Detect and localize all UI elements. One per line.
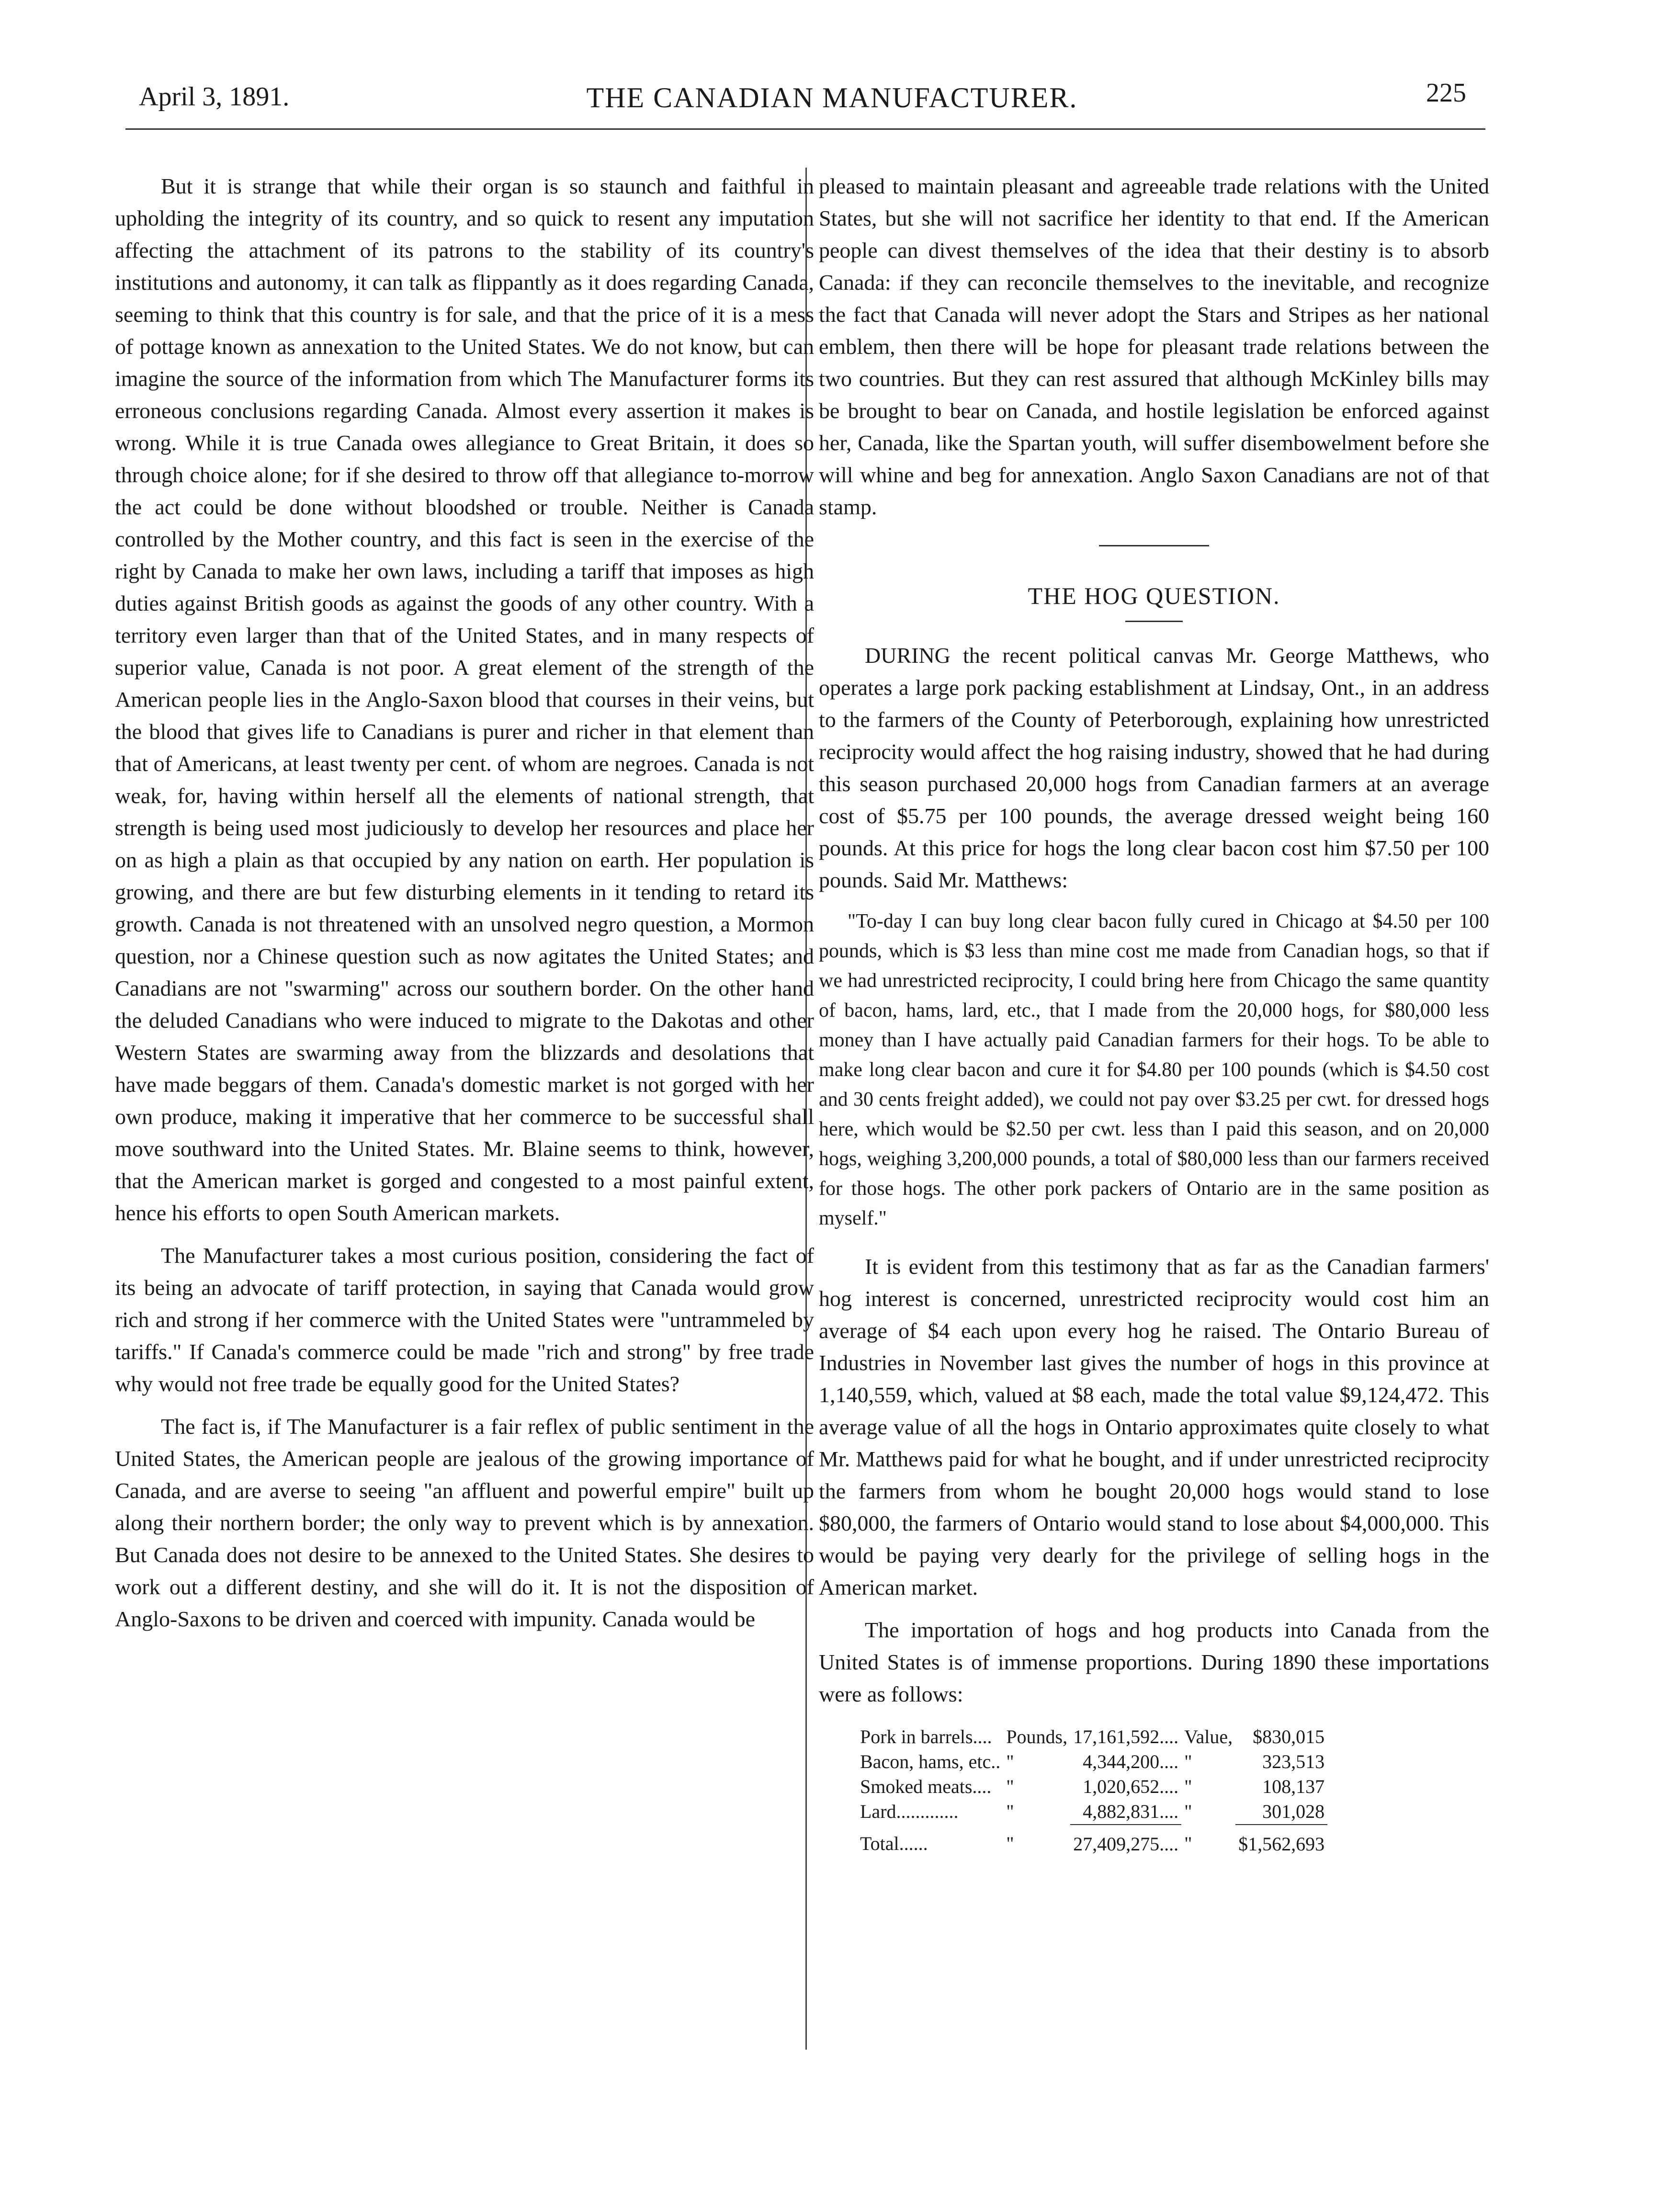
paragraph: DURING the recent political canvas Mr. George Matthews, who operates a large pork packing establishment at Lindsay, Ont., in an address to the farmers of the County of Peterborough, explaining how unrestricted reciprocity would affect the hog raising industry, showed that he had during this season purchased 20,000 hogs from Canadian farmers at an average cost of $5.75 per 100 pounds, the average dressed weight being 160 pounds. At this price for hogs the long clear bacon cost him $7.50 per 100 pounds. Said Mr. Matthews: [819, 643, 1489, 892]
table-row [857, 1799, 1327, 1825]
pounds-cell: 1,020,652.... [1083, 1776, 1179, 1797]
unit-cell: Pounds, [1006, 1726, 1068, 1747]
masthead [0, 78, 1664, 129]
right-column [819, 170, 1489, 1857]
imports-table [857, 1724, 1327, 1857]
article-heading: THE HOG QUESTION. [1028, 582, 1280, 609]
value-label-cell: " [1184, 1801, 1192, 1822]
quotation: "To-day I can buy long clear bacon fully cured in Chicago at $4.50 per 100 pounds, which is $3 less than mine cost me made from Canadian hogs, so that if we had unrestricted reciprocity, I could bring here from Chicago the same quantity of bacon, hams, lard, etc., that I made from the 20,000 hogs, for $80,000 less money than I have actually paid Canadian farmers for their hogs. To be able to make long clear bacon and cure it for $4.80 per 100 pounds (which is $4.50 cost and 30 cents freight added), we could not pay over $3.25 per cwt. for dressed hogs here, which would be $2.50 per cwt. less than I paid this season, and on 20,000 hogs, weighing 3,200,000 pounds, a total of $80,000 less than our farmers received for those hogs. The other pork packers of Ontario are in the same position as myself." [819, 910, 1489, 1229]
table-row [857, 1724, 1327, 1749]
paragraph: The fact is, if The Manufacturer is a fair reflex of public sentiment in the United States, the American people are jealous of the growing importance of Canada, and are averse to seeing "an affluent and powerful empire" built up along their northern border; the only way to prevent which is by annexation. But Canada does not desire to be annexed to the United States. She desires to work out a different destiny, and she will do it. It is not the disposition of Anglo-Saxons to be driven and coerced with impunity. Canada would be [115, 1414, 814, 1631]
item-cell: Lard............. [860, 1801, 959, 1822]
header-rule [125, 128, 1485, 130]
unit-cell: " [1006, 1751, 1014, 1772]
total-pounds-cell: 27,409,275.... [1070, 1825, 1181, 1857]
value-cell: 301,028 [1262, 1801, 1325, 1822]
left-column [115, 170, 814, 1645]
total-label-cell: Total...... [860, 1833, 928, 1854]
item-cell: Bacon, hams, etc.. [860, 1751, 1001, 1772]
value-label-cell: " [1184, 1751, 1192, 1772]
heading-rule [1125, 621, 1183, 622]
item-cell: Pork in barrels.... [860, 1726, 992, 1747]
table-total-row [857, 1825, 1327, 1857]
table-row [857, 1749, 1327, 1774]
value-cell: 108,137 [1262, 1776, 1325, 1797]
paragraph: The Manufacturer takes a most curious position, considering the fact of its being an advocate of tariff protection, in saying that Canada would grow rich and strong if her commerce with the United States were "untrammeled by tariffs." If Canada's commerce could be made "rich and strong" by free trade why would not free trade be equally good for the United States? [115, 1243, 814, 1396]
paragraph: It is evident from this testimony that as far as the Canadian farmers' hog interest is concerned, unrestricted reciprocity would cost him an average of $4 each upon every hog he raised. The Ontario Bureau of Industries in November last gives the number of hogs in this province at 1,140,559, which, valued at $8 each, made the total value $9,124,472. This average value of all the hogs in Ontario approximates quite closely to what Mr. Matthews paid for what he bought, and if under unrestricted reciprocity the farmers from whom he bought 20,000 hogs would stand to lose $80,000, the farmers of Ontario would stand to lose about $4,000,000. This would be paying very dearly for the privilege of selling hogs in the American market. [819, 1254, 1489, 1599]
unit-cell: " [1006, 1833, 1014, 1854]
value-label-cell: Value, [1184, 1726, 1233, 1747]
section-separator [1099, 545, 1209, 546]
unit-cell: " [1006, 1801, 1014, 1822]
paragraph: But it is strange that while their organ is so staunch and faithful in upholding the integrity of its country, and so quick to resent any imputation affecting the attachment of its patrons to the stability of its country's institutions and autonomy, it can talk as flippantly as it does regarding Canada, seeming to think that this country is for sale, and that the price of it is a mess of pottage known as annexation to the United States. We do not know, but can imagine the source of the information from which The Manufacturer forms its erroneous conclusions regarding Canada. Almost every assertion it makes is wrong. While it is true Canada owes allegiance to Great Britain, it does so through choice alone; for if she desired to throw off that allegiance to-morrow the act could be done without bloodshed or trouble. Neither is Canada controlled by the Mother country, and this fact is seen in the exercise of the right by Canada to make her own laws, including a tariff that imposes as high duties against British goods as against the goods of any other country. With a territory even larger than that of the United States, and in many respects of superior value, Canada is not poor. A great element of the strength of the American people lies in the Anglo-Saxon blood that courses in their veins, but the blood that gives life to Canadians is purer and richer in that element than that of Americans, at least twenty per cent. of whom are negroes. Canada is not weak, for, having within herself all the elements of national strength, that strength is being used most judiciously to develop her resources and place her on as high a plain as that occupied by any nation on earth. Her population is growing, and there are but few disturbing elements in it tending to retard its growth. Canada is not threatened with an unsolved negro question, a Mormon question, nor a Chinese question such as now agitates the United States; and Canadians are not "swarming" across our southern border. On the other hand the deluded Canadians who were induced to migrate to the Dakotas and other Western States are swarming away from the blizzards and desolations that have made beggars of them. Canada's domestic market is not gorged with her own produce, making it imperative that her commerce to be successful shall move southward into the United States. Mr. Blaine seems to think, however, that the American market is gorged and congested to a most painful extent, hence his efforts to open South American markets. [115, 174, 814, 1225]
table-row [857, 1774, 1327, 1799]
issue-date: April 3, 1891. [139, 82, 290, 112]
paragraph-continued: pleased to maintain pleasant and agreeable trade relations with the United States, but she will not sacrifice her identity to that end. If the American people can divest themselves of the idea that their destiny is to absorb Canada: if they can reconcile themselves to the inevitable, and recognize the fact that Canada will never adopt the Stars and Stripes as her national emblem, then there will be hope for pleasant trade relations between the two countries. But they can rest assured that although McKinley bills may be brought to bear on Canada, and hostile legislation be enforced against her, Canada, like the Spartan youth, will suffer disembowelment before she will whine and beg for annexation. Anglo Saxon Canadians are not of that stamp. [819, 174, 1489, 519]
pounds-cell: 4,344,200.... [1083, 1751, 1179, 1772]
value-cell: $830,015 [1253, 1726, 1325, 1747]
value-label-cell: " [1184, 1776, 1192, 1797]
publication-title: THE CANADIAN MANUFACTURER. [586, 82, 1078, 113]
unit-cell: " [1006, 1776, 1014, 1797]
item-cell: Smoked meats.... [860, 1776, 992, 1797]
value-cell: 323,513 [1262, 1751, 1325, 1772]
paragraph: The importation of hogs and hog products into Canada from the United States is of immense proportions. During 1890 these importations were as follows: [819, 1618, 1489, 1706]
total-value-cell: $1,562,693 [1235, 1825, 1327, 1857]
pounds-cell: 17,161,592.... [1073, 1726, 1179, 1747]
pounds-cell: 4,882,831.... [1083, 1801, 1179, 1822]
page-number: 225 [1426, 78, 1466, 108]
value-label-cell: " [1184, 1833, 1192, 1854]
